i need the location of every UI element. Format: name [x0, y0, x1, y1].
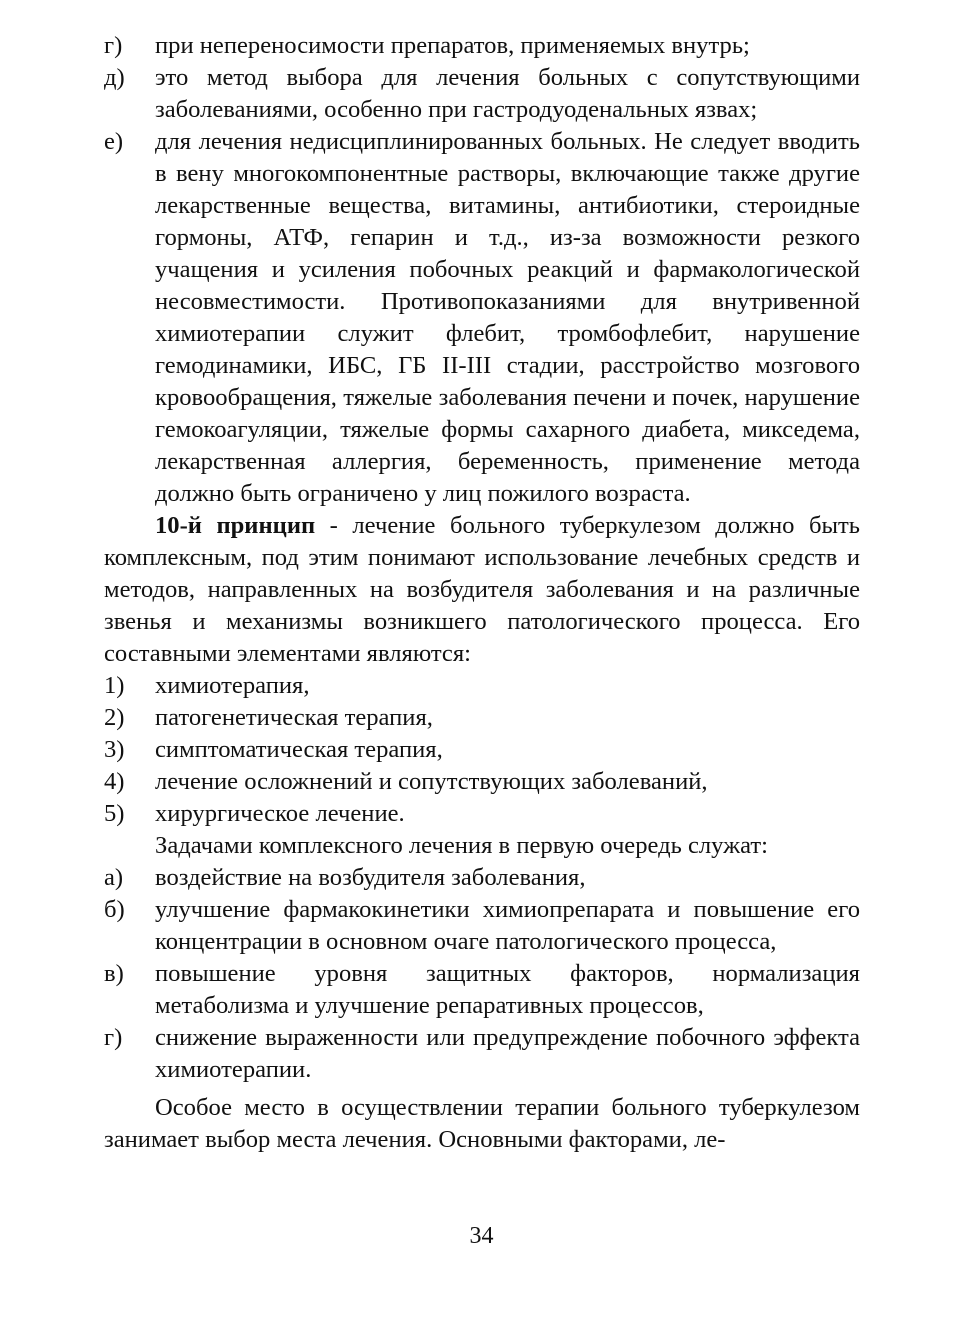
principle-heading: 10-й принцип — [155, 512, 316, 539]
list-item-text: улучшение фармакокинетики химиопрепарата и повышение его концентрации в основном очаге патологического процесса, — [155, 896, 860, 955]
list-item-text: химиотерапия, — [155, 672, 310, 699]
list-marker: б) — [104, 896, 125, 923]
list-item — [104, 862, 860, 894]
list-marker: д) — [104, 64, 125, 91]
list-item-text: хирургическое лечение. — [155, 800, 405, 827]
list-item — [104, 126, 860, 510]
list-item-text: лечение осложнений и сопутствующих заболеваний, — [155, 768, 708, 795]
list-item — [104, 766, 860, 798]
list-item-text: при непереносимости препаратов, применяемых внутрь; — [155, 32, 750, 59]
list-item-text: воздействие на возбудителя заболевания, — [155, 864, 586, 891]
list-item — [104, 30, 860, 62]
principle-paragraph — [104, 510, 860, 670]
list-marker: е) — [104, 128, 124, 155]
list-marker: г) — [104, 1024, 123, 1051]
list-item — [104, 734, 860, 766]
page-number: 34 — [469, 1223, 494, 1249]
list-item — [104, 798, 860, 830]
closing-paragraph: Особое место в осуществлении терапии больного туберкулезом занимает выбор места лечения. Основными факторами, ле- — [104, 1094, 860, 1153]
list-marker: 1) — [104, 672, 125, 699]
list-top — [104, 30, 860, 510]
list-item — [104, 958, 860, 1022]
page-content — [104, 30, 860, 1156]
list-item-text: снижение выраженности или предупреждение побочного эффекта химиотерапии. — [155, 1024, 860, 1083]
list-marker: 4) — [104, 768, 125, 795]
list-item-text: симптоматическая терапия, — [155, 736, 443, 763]
list-marker: а) — [104, 864, 124, 891]
list-marker: 5) — [104, 800, 125, 827]
list-item — [104, 702, 860, 734]
list-marker: 2) — [104, 704, 125, 731]
list-item-text: патогенетическая терапия, — [155, 704, 433, 731]
list-item — [104, 894, 860, 958]
list-item-text: для лечения недисциплинированных больных. Не следует вводить в вену многокомпонентные растворы, включающие также другие лекарственные вещества, витамины, антибиотики, стероидные гормоны, АТФ, гепарин и т.д., из-за возможности резкого учащения и усиления побочных реакций и фармакологической несовместимости. Противопоказаниями для внутривенной химиотерапии служит флебит, тромбофлебит, нарушение гемодинамики, ИБС, ГБ II-III стадии, расстройство мозгового кровообращения, тяжелые заболевания печени и почек, нарушение гемокоагуляции, тяжелые формы сахарного диабета, микседема, лекарственная аллергия, беременность, применение метода должно быть ограничено у лиц пожилого возраста. — [155, 128, 860, 507]
list-marker: г) — [104, 32, 123, 59]
list-item-text: повышение уровня защитных факторов, нормализация метаболизма и улучшение репаративных процессов, — [155, 960, 860, 1019]
tasks-intro: Задачами комплексного лечения в первую очередь служат: — [155, 832, 769, 859]
list-item — [104, 1022, 860, 1086]
list-marker: в) — [104, 960, 124, 987]
list-numbered — [104, 670, 860, 830]
principle-text: - лечение больного туберкулезом должно быть комплексным, под этим понимают использование лечебных средств и методов, направленных на возбудителя заболевания и на различные звенья и механизмы возникшего патологического процесса. Его составными элементами являются: — [104, 512, 860, 667]
list-item — [104, 62, 860, 126]
list-tasks — [104, 862, 860, 1086]
list-item-text: это метод выбора для лечения больных с сопутствующими заболеваниями, особенно при гастродуоденальных язвах; — [155, 64, 860, 123]
list-marker: 3) — [104, 736, 125, 763]
list-item — [104, 670, 860, 702]
